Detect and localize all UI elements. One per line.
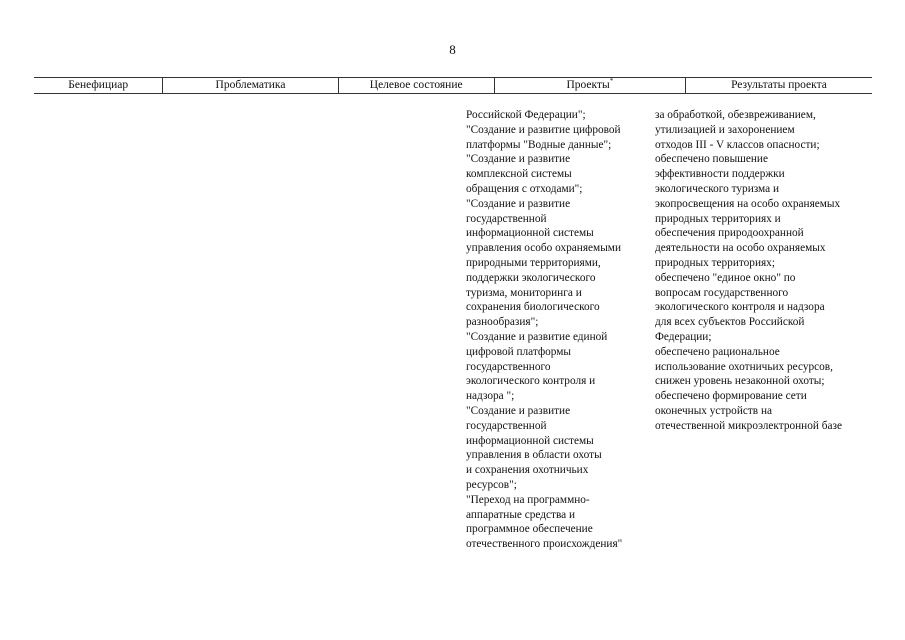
projects-text-line: платформы "Водные данные"; — [466, 138, 612, 151]
projects-text-line: программное обеспечение — [466, 523, 593, 536]
header-results: Результаты проекта — [731, 79, 827, 91]
projects-text-line: Российской Федерации"; — [466, 109, 586, 121]
projects-text-line: цифровой платформы — [466, 345, 572, 358]
results-text-line: для всех субъектов Российской — [655, 316, 805, 329]
header-beneficiary: Бенефициар — [34, 78, 163, 93]
results-text-line: эффективности поддержки — [655, 168, 785, 181]
results-text-line: экологического контроля и надзора — [655, 301, 825, 314]
projects-text-line: "Создание и развитие — [466, 197, 571, 210]
header-projects-label: Проекты — [566, 79, 610, 91]
results-text-line: Федерации; — [655, 330, 712, 343]
results-text-line: обеспечено "единое окно" по — [655, 271, 796, 284]
header-problem: Проблематика — [163, 78, 338, 93]
header-projects-footnote-mark: * — [609, 78, 614, 86]
table-header — [34, 77, 872, 94]
projects-text-line: обращения с отходами"; — [466, 182, 583, 195]
results-text-line: обеспечения природоохранной — [655, 227, 804, 240]
projects-text-line: информационной системы — [466, 434, 594, 447]
projects-text-line: государственной — [466, 212, 547, 225]
projects-text-line: природными территориями, — [466, 256, 601, 269]
projects-text-line: "Создание и развитие — [466, 153, 571, 166]
results-text-line: обеспечено рациональное — [655, 345, 780, 358]
results-text-line: экопросвещения на особо охраняемых — [655, 197, 841, 210]
projects-text-line: экологического контроля и — [466, 375, 596, 388]
projects-text-line: информационной системы — [466, 227, 594, 240]
results-text-line: экологического туризма и — [655, 182, 779, 195]
projects-cell — [466, 108, 651, 552]
projects-text-line: управления особо охраняемыми — [466, 242, 621, 255]
projects-text-line: отечественного происхождения" — [466, 538, 623, 551]
projects-text-line: надзора "; — [466, 390, 515, 403]
projects-text-line: туризма, мониторинга и — [466, 286, 582, 299]
projects-text-line: сохранения биологического — [466, 301, 600, 314]
projects-text-line: государственной — [466, 419, 547, 432]
results-text-line: утилизацией и захоронением — [655, 123, 795, 136]
projects-text-line: "Переход на программно- — [466, 493, 590, 506]
results-text-line: оконечных устройств на — [655, 404, 773, 417]
projects-text-line: "Создание и развитие цифровой — [466, 123, 621, 136]
projects-text-line: комплексной системы — [466, 168, 572, 181]
page-number: 8 — [449, 42, 456, 57]
projects-text-line: управления в области охоты — [466, 449, 602, 462]
header-projects — [495, 78, 686, 93]
results-text-line: за обработкой, обезвреживанием, — [655, 109, 816, 121]
results-cell — [655, 108, 870, 434]
projects-text-line: разнообразия"; — [466, 316, 539, 329]
results-text-line: отечественной микроэлектронной базе — [655, 419, 842, 432]
header-target-state: Целевое состояние — [339, 78, 495, 93]
projects-text-line: "Создание и развитие единой — [466, 330, 608, 343]
results-text-line: деятельности на особо охраняемых — [655, 242, 826, 255]
results-text-line: снижен уровень незаконной охоты; — [655, 375, 825, 388]
results-text-line: использование охотничьих ресурсов, — [655, 360, 833, 373]
projects-text-line: государственного — [466, 360, 551, 373]
projects-text-line: аппаратные средства и — [466, 508, 576, 521]
results-text-line: природных территориях и — [655, 212, 781, 225]
projects-text-line: "Создание и развитие — [466, 404, 571, 417]
projects-text-line: поддержки экологического — [466, 271, 596, 284]
projects-text-line: и сохранения охотничьих — [466, 464, 589, 477]
results-text-line: обеспечено повышение — [655, 153, 768, 166]
results-text-line: отходов III - V классов опасности; — [655, 138, 820, 151]
results-text-line: вопросам государственного — [655, 286, 789, 299]
results-text-line: обеспечено формирование сети — [655, 390, 807, 403]
projects-text-line: ресурсов"; — [466, 478, 517, 491]
results-text-line: природных территориях; — [655, 256, 775, 269]
